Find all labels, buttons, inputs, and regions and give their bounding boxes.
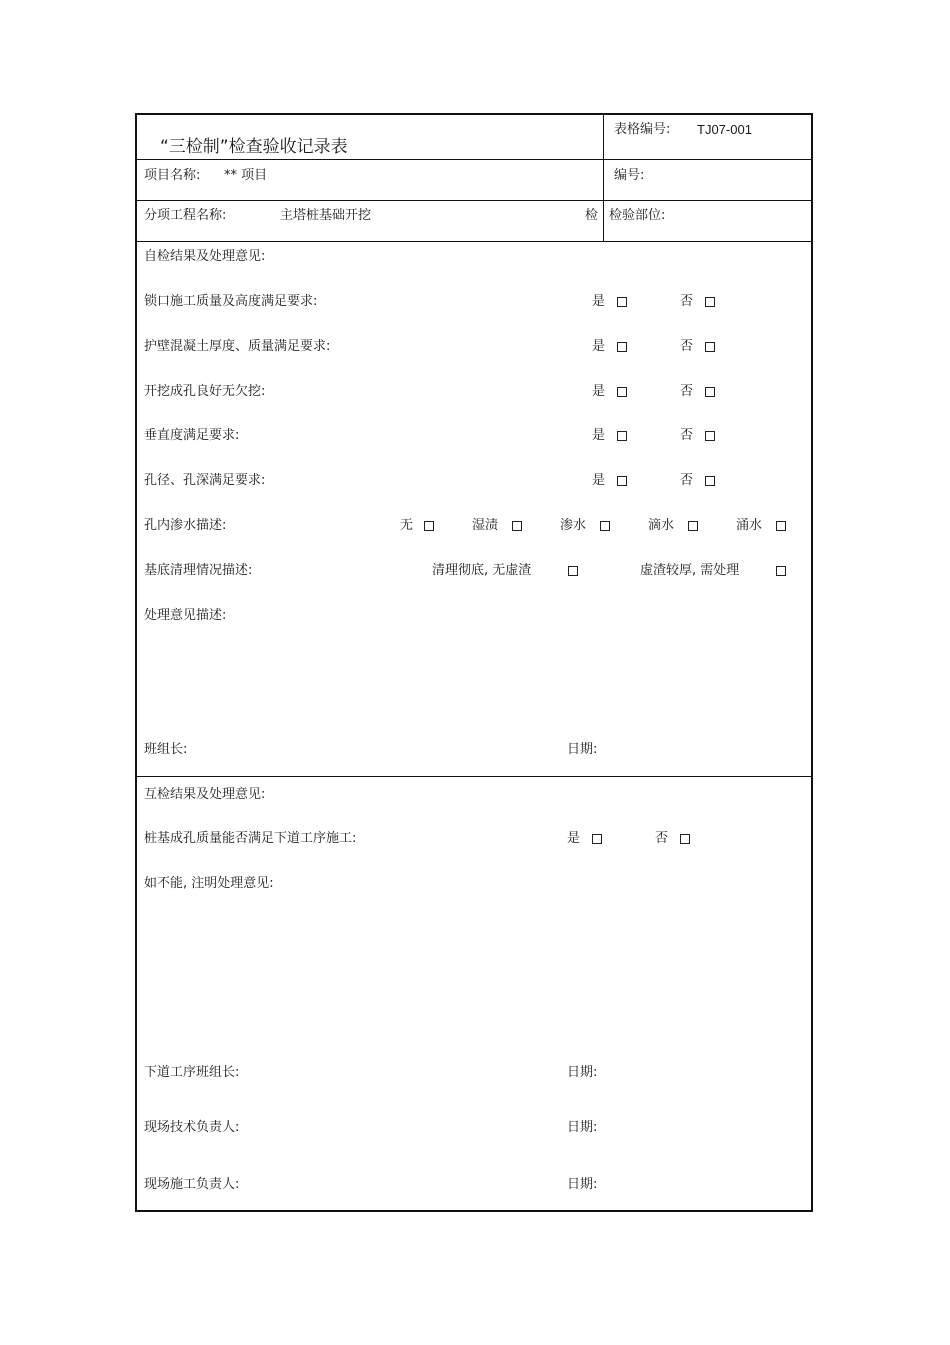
no-label: 否: [655, 831, 669, 846]
date-label: 日期:: [567, 1065, 598, 1080]
project-name-label: 项目名称:: [144, 168, 201, 183]
pile-quality-label: 桩基成孔质量能否满足下道工序施工:: [144, 831, 357, 846]
no-label: 否: [680, 428, 694, 443]
seepage-option-label: 无: [400, 518, 414, 533]
project-number-label: 编号:: [614, 168, 645, 183]
base-option-label: 虚渣较厚, 需处理: [640, 563, 740, 578]
seepage-option-label: 滴水: [648, 518, 675, 533]
no-checkbox[interactable]: [705, 387, 715, 397]
if-not-label: 如不能, 注明处理意见:: [144, 876, 274, 891]
seepage-option-label: 渗水: [560, 518, 587, 533]
row-divider-subitem: [135, 241, 813, 242]
check-item-label: 垂直度满足要求:: [144, 428, 240, 443]
form-title: “三检制”检查验收记录表: [160, 137, 348, 157]
yes-checkbox[interactable]: [617, 342, 627, 352]
yes-label: 是: [592, 339, 606, 354]
base-option-label: 清理彻底, 无虚渣: [432, 563, 532, 578]
date-label: 日期:: [567, 1177, 598, 1192]
opinion-label: 处理意见描述:: [144, 608, 227, 623]
subitem-label: 分项工程名称:: [144, 208, 227, 223]
seepage-checkbox[interactable]: [424, 521, 434, 531]
column-divider: [603, 113, 604, 241]
date-label: 日期:: [567, 1120, 598, 1135]
subitem-cut-char: 检: [585, 208, 599, 223]
seepage-checkbox[interactable]: [776, 521, 786, 531]
check-item-label: 孔径、孔深满足要求:: [144, 473, 266, 488]
no-checkbox[interactable]: [705, 342, 715, 352]
subitem-value: 主塔桩基础开挖: [280, 208, 372, 223]
check-item-label: 护壁混凝土厚度、质量满足要求:: [144, 339, 331, 354]
yes-label: 是: [592, 384, 606, 399]
form-no-value: TJ07-001: [697, 122, 752, 137]
no-label: 否: [680, 384, 694, 399]
base-cleaning-label: 基底清理情况描述:: [144, 563, 253, 578]
mutual-check-heading: 互检结果及处理意见:: [144, 787, 266, 802]
project-name-value: ** 项目: [224, 168, 268, 183]
date-label: 日期:: [567, 742, 598, 757]
yes-checkbox[interactable]: [617, 476, 627, 486]
yes-checkbox[interactable]: [617, 297, 627, 307]
seepage-label: 孔内渗水描述:: [144, 518, 227, 533]
yes-checkbox[interactable]: [617, 387, 627, 397]
self-check-heading: 自检结果及处理意见:: [144, 249, 266, 264]
no-checkbox[interactable]: [705, 476, 715, 486]
seepage-checkbox[interactable]: [600, 521, 610, 531]
form-no-label: 表格编号:: [614, 122, 671, 137]
base-checkbox[interactable]: [568, 566, 578, 576]
no-label: 否: [680, 294, 694, 309]
seepage-checkbox[interactable]: [688, 521, 698, 531]
yes-checkbox[interactable]: [617, 431, 627, 441]
signature-label: 现场技术负责人:: [144, 1120, 240, 1135]
signature-label: 现场施工负责人:: [144, 1177, 240, 1192]
no-checkbox[interactable]: [680, 834, 690, 844]
no-checkbox[interactable]: [705, 297, 715, 307]
yes-checkbox[interactable]: [592, 834, 602, 844]
team-leader-label: 班组长:: [144, 742, 188, 757]
location-label: 检验部位:: [609, 208, 666, 223]
row-divider-project: [135, 200, 813, 201]
no-label: 否: [680, 339, 694, 354]
base-checkbox[interactable]: [776, 566, 786, 576]
row-divider-header: [135, 159, 813, 160]
yes-label: 是: [567, 831, 581, 846]
seepage-checkbox[interactable]: [512, 521, 522, 531]
seepage-option-label: 涌水: [736, 518, 763, 533]
check-item-label: 锁口施工质量及高度满足要求:: [144, 294, 318, 309]
section-divider-mutual: [135, 776, 813, 777]
yes-label: 是: [592, 473, 606, 488]
form-frame: [135, 113, 813, 1212]
no-label: 否: [680, 473, 694, 488]
no-checkbox[interactable]: [705, 431, 715, 441]
signature-label: 下道工序班组长:: [144, 1065, 240, 1080]
yes-label: 是: [592, 294, 606, 309]
seepage-option-label: 湿渍: [472, 518, 499, 533]
yes-label: 是: [592, 428, 606, 443]
check-item-label: 开挖成孔良好无欠挖:: [144, 384, 266, 399]
